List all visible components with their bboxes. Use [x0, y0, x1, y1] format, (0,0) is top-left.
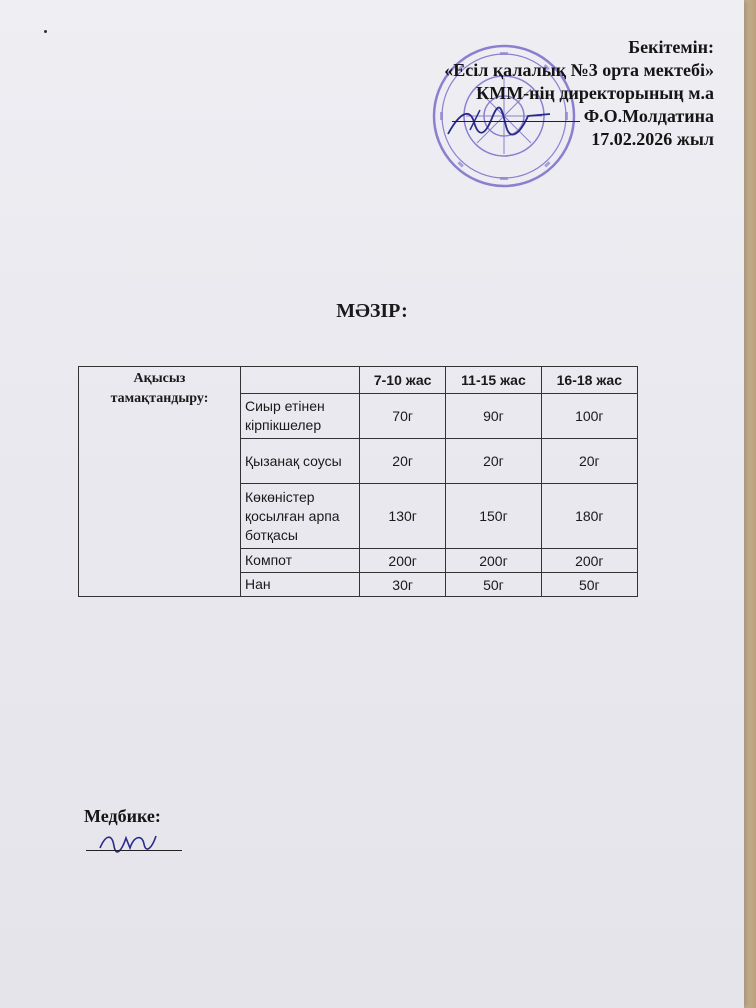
- food-name: Нан: [241, 573, 360, 597]
- portion-cell: 200г: [360, 549, 446, 573]
- school-name: «Есіл қалалық №3 орта мектебі»: [444, 60, 714, 80]
- portion-cell: 200г: [446, 549, 541, 573]
- director-name-line: [444, 105, 714, 128]
- food-name: Компот: [241, 549, 360, 573]
- food-name: Сиыр етінен кірпікшелер: [241, 394, 360, 439]
- table-header-row: [79, 367, 638, 394]
- approval-date: 17.02.2026 жыл: [591, 129, 714, 149]
- director-title: КММ-нің директорының м.а: [476, 83, 714, 103]
- portion-cell: 30г: [360, 573, 446, 597]
- portion-cell: 50г: [446, 573, 541, 597]
- food-name: Қызанақ соусы: [241, 439, 360, 484]
- portion-cell: 100г: [541, 394, 637, 439]
- column-header: 16-18 жас: [541, 367, 637, 394]
- header-empty-cell: [241, 367, 360, 394]
- approval-block: [444, 36, 714, 151]
- portion-cell: 130г: [360, 484, 446, 549]
- portion-cell: 200г: [541, 549, 637, 573]
- paper-speck: [44, 30, 47, 33]
- nurse-label: Медбике:: [84, 806, 161, 826]
- menu-title: МӘЗІР:: [336, 300, 408, 322]
- portion-cell: 150г: [446, 484, 541, 549]
- portion-cell: 90г: [446, 394, 541, 439]
- portion-cell: 70г: [360, 394, 446, 439]
- portion-cell: 180г: [541, 484, 637, 549]
- column-header: 11-15 жас: [446, 367, 541, 394]
- director-name: Ф.О.Молдатина: [583, 106, 714, 126]
- signature-line: [452, 107, 580, 122]
- food-name: Көкөністер қосылған арпа ботқасы: [241, 484, 360, 549]
- approval-heading: Бекітемін:: [628, 37, 714, 57]
- menu-table: [78, 366, 638, 597]
- portion-cell: 20г: [541, 439, 637, 484]
- row-label: Ақысыз тамақтандыру:: [79, 367, 241, 597]
- column-header: 7-10 жас: [360, 367, 446, 394]
- nurse-signature-line: [86, 850, 182, 851]
- portion-cell: 20г: [360, 439, 446, 484]
- portion-cell: 20г: [446, 439, 541, 484]
- portion-cell: 50г: [541, 573, 637, 597]
